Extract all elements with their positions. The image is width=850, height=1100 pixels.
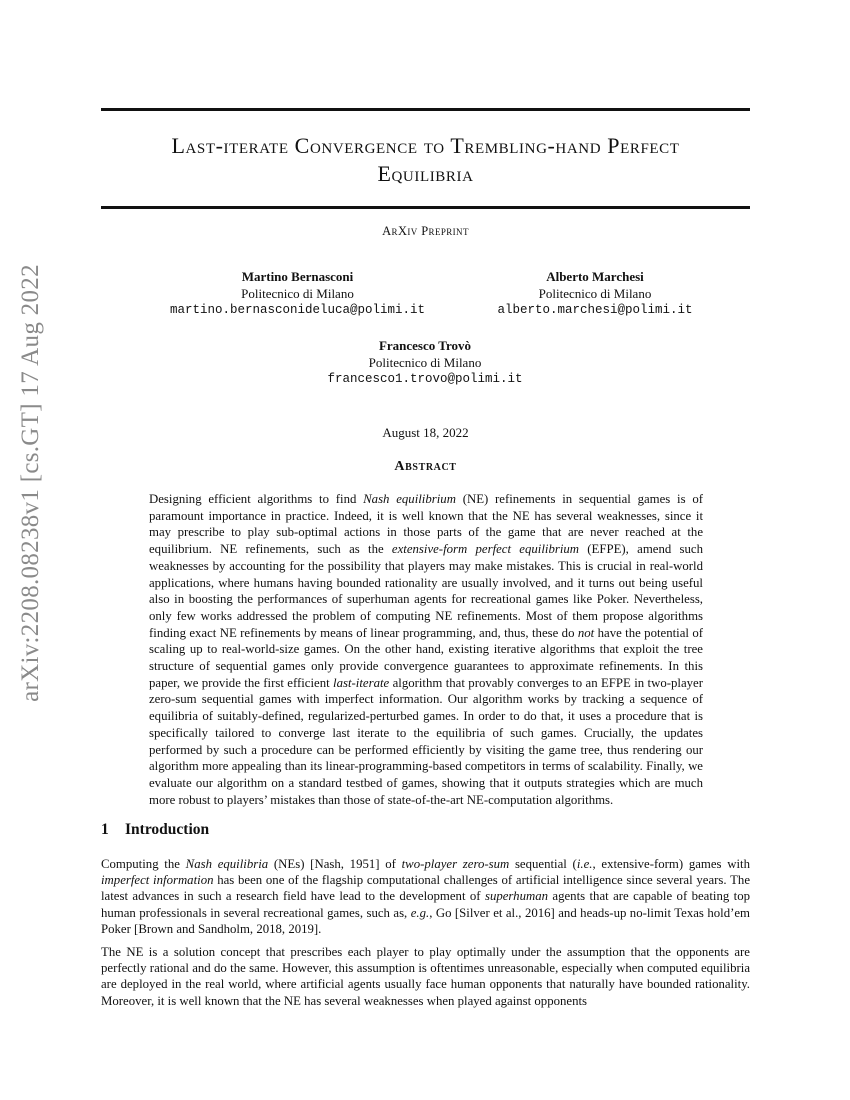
paragraph-emphasis: i.e. (576, 857, 593, 871)
abstract-emphasis: Nash equilibrium (363, 492, 456, 506)
paragraph-segment: , Go [Silver et al., 2016] and heads-up no-limit Texas hold’em Poker [Brown and Sandholm, 2018, 2019]. (101, 905, 751, 936)
paragraph-segment: agents that are capable of beating top human professionals in several recreational games, such as, (101, 889, 751, 920)
abstract-emphasis: not (577, 625, 595, 640)
paragraph-segment: , extensive-form) games with (592, 857, 750, 871)
author-block-3 (290, 337, 560, 388)
paragraph-segment: has been one of the flagship computational challenges of artificial intelligence since several years. The latest advances in such a research field have lead to the development of (101, 873, 750, 904)
title-bottom-rule (101, 206, 750, 209)
paragraph-segment: (NEs) [Nash, 1951] of (268, 857, 402, 871)
paragraph-emphasis: two-player zero-sum (401, 857, 510, 871)
paragraph-segment: sequential ( (509, 857, 577, 871)
arxiv-identifier-sidebar (6, 264, 56, 702)
paragraph-emphasis: superhuman (484, 889, 549, 904)
abstract-text (149, 491, 703, 808)
abstract-segment: algorithm that provably converges to an EFPE in two-player zero-sum sequential games with imperfect information. Our algorithm works by tracking a sequence of equilibria of suitably-defined, regularized-perturbed games. In order to do that, it uses a procedure that is specifically tailored to converge last iterate to the equilibria of such games. Crucially, the updates performed by such a procedure can be performed efficiently by visiting the game tree, thus rendering our algorithm more appealing than its linear-programming-based competitors in terms of scalability. Finally, we evaluate our algorithm on a standard testbed of games, showing that it outputs strategies which are much more robust to players’ mistakes than those of state-of-the-art NE-computation algorithms. (149, 675, 703, 807)
author-name: Alberto Marchesi (546, 269, 644, 284)
author-block-2 (470, 268, 720, 319)
section-title: Introduction (125, 821, 210, 838)
author-name: Francesco Trovò (378, 338, 472, 353)
section-number: 1 (101, 821, 109, 838)
paragraph-emphasis: Nash equilibria (185, 857, 269, 871)
abstract-segment: (EFPE), amend such weaknesses by accounting for the possibility that players may make mistakes. This is crucial in real-world applications, where humans having bounded rationality are usually involved, and it turns out being useful also in boosting the performances of superhuman agents for recreational games like Poker. Nevertheless, only few works addressed the problem of computing NE refinements. Most of them propose algorithms finding exact NE refinements by means of linear programming, and, thus, these do (149, 542, 703, 640)
author-affiliation: Politecnico di Milano (368, 355, 482, 370)
abstract-heading: Abstract (394, 459, 457, 474)
abstract-emphasis: last-iterate (333, 675, 390, 690)
arxiv-identifier: arXiv:2208.08238v1 [cs.GT] 17 Aug 2022 (17, 264, 44, 702)
author-email[interactable]: alberto.marchesi@polimi.it (497, 303, 693, 317)
abstract-segment: Designing efficient algorithms to find (149, 492, 364, 506)
title-line-2: Equilibria (377, 161, 474, 186)
author-block-1 (130, 268, 465, 319)
publication-date: August 18, 2022 (382, 425, 469, 440)
paragraph-emphasis: e.g. (410, 905, 430, 920)
title-line-1: Last-iterate Convergence to Trembling-hand Perfect (171, 133, 680, 158)
section-heading-introduction (101, 821, 209, 839)
paragraph-segment: Computing the (101, 857, 186, 871)
intro-paragraph-1 (101, 856, 750, 937)
author-email[interactable]: francesco1.trovo@polimi.it (327, 372, 523, 386)
paper-title (101, 132, 750, 188)
abstract-segment: (NE) refinements in sequential games is of paramount importance in practice. Indeed, it is well known that the NE has several weaknesses, since it may prescribe to play sub-optimal actions in those parts of the game that are never reached at the equilibrium. NE refinements, such as the (149, 492, 703, 557)
title-top-rule (101, 108, 750, 111)
author-affiliation: Politecnico di Milano (241, 286, 354, 301)
paragraph-emphasis: imperfect information (101, 873, 214, 888)
author-affiliation: Politecnico di Milano (538, 286, 652, 301)
abstract-segment: have the potential of scaling up to real-world-size games. On the other hand, existing iterative algorithms that exploit the tree structure of sequential games only provide convergence guarantees to approximate refinements. In this paper, we provide the first efficient (149, 625, 704, 690)
author-name: Martino Bernasconi (241, 269, 354, 284)
preprint-label: ArXiv Preprint (382, 224, 469, 238)
abstract-emphasis: extensive-form perfect equilibrium (391, 542, 580, 557)
intro-paragraph-2: The NE is a solution concept that prescribes each player to play optimally under the assumption that the opponents are perfectly rational and do the same. However, this assumption is oftentimes unreasonable, especially when computed equilibria are deployed in the real world, where artificial agents usually face human opponents that naturally have bounded rationality. Moreover, it is well known that the NE has several weaknesses when played against opponents (101, 945, 750, 1008)
author-email[interactable]: martino.bernasconideluca@polimi.it (169, 303, 426, 317)
